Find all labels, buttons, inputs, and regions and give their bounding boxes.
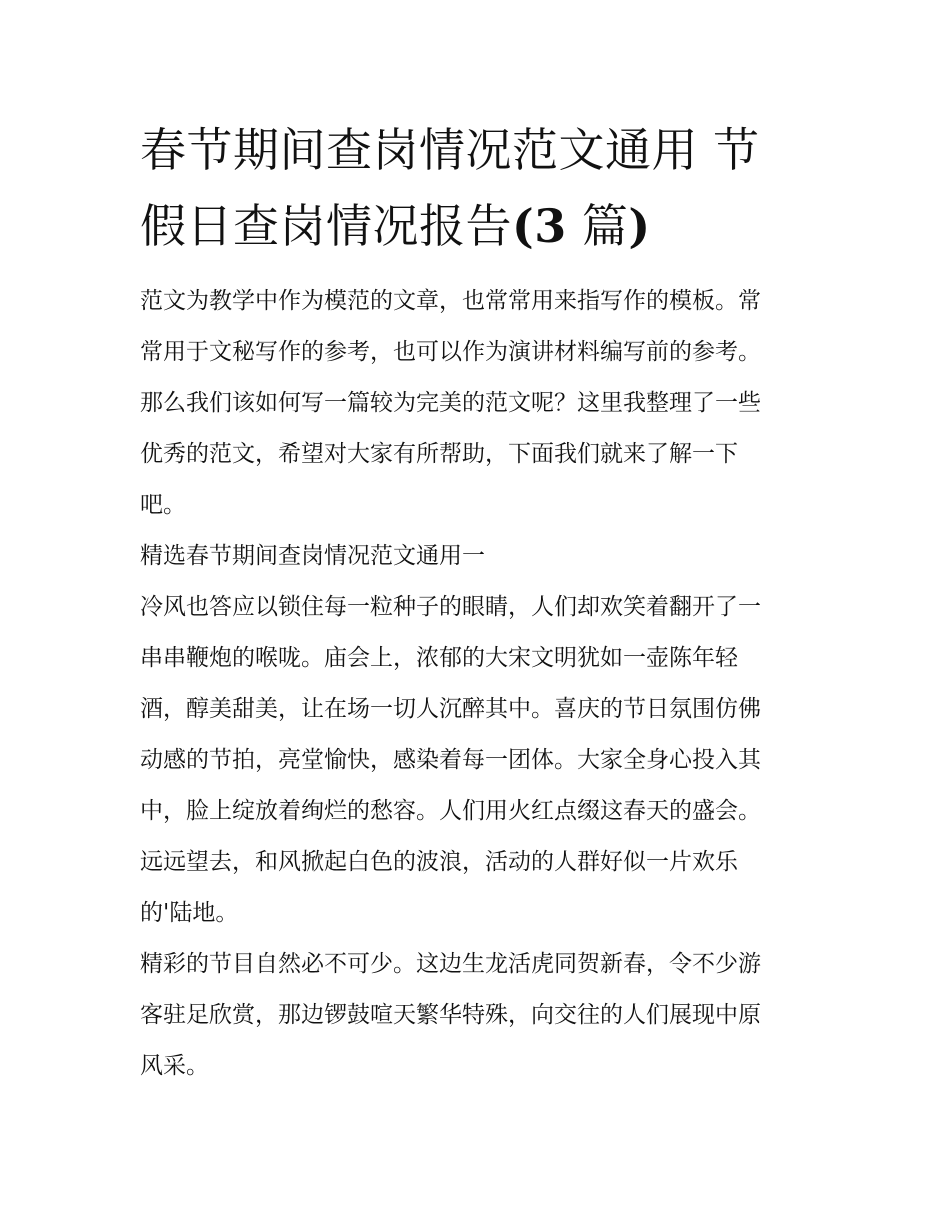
- body-line-10: 动感的节拍，亮堂愉快，感染着每一团体。大家全身心投入其: [140, 747, 761, 773]
- body-line-13: 的'陆地。: [140, 900, 239, 926]
- title-line-1: 春节期间查岗情况范文通用 节: [140, 123, 760, 177]
- body-line-12: 远远望去，和风掀起白色的波浪，活动的人群好似一片欢乐: [140, 849, 738, 875]
- title-line-2-prefix: 假日查岗情况报告: [140, 199, 512, 253]
- body-line-1: 范文为教学中作为模范的文章，也常常用来指写作的模板。常: [140, 288, 761, 314]
- body-line-9: 酒，醇美甜美，让在场一切人沉醉其中。喜庆的节日氛围仿佛: [140, 696, 761, 722]
- body-line-4: 优秀的范文，希望对大家有所帮助，下面我们就来了解一下: [140, 441, 738, 467]
- body-line-7: 冷风也答应以锁住每一粒种子的眼睛，人们却欢笑着翻开了一: [140, 594, 761, 620]
- section-heading: 精选春节期间查岗情况范文通用一: [140, 543, 485, 569]
- body-line-15: 客驻足欣赏，那边锣鼓喧天繁华特殊，向交往的人们展现中原: [140, 1002, 761, 1028]
- title-line-2: [140, 188, 815, 264]
- document-title: [140, 112, 815, 264]
- body-line-2: 常用于文秘写作的参考，也可以作为演讲材料编写前的参考。: [140, 339, 761, 365]
- body-line-3: 那么我们该如何写一篇较为完美的范文呢？这里我整理了一些: [140, 390, 761, 416]
- body-line-16: 风采。: [140, 1053, 209, 1079]
- document-body: [140, 276, 815, 1092]
- title-close-paren: ): [628, 199, 651, 253]
- body-line-14: 精彩的节目自然必不可少。这边生龙活虎同贺新春，令不少游: [140, 951, 761, 977]
- body-line-5: 吧。: [140, 492, 186, 518]
- title-count-unit: 篇: [566, 199, 629, 253]
- body-line-8: 串串鞭炮的喉咙。庙会上，浓郁的大宋文明犹如一壶陈年轻: [140, 645, 738, 671]
- title-count: (3: [512, 199, 567, 253]
- body-line-11: 中，脸上绽放着绚烂的愁容。人们用火红点缀这春天的盛会。: [140, 798, 761, 824]
